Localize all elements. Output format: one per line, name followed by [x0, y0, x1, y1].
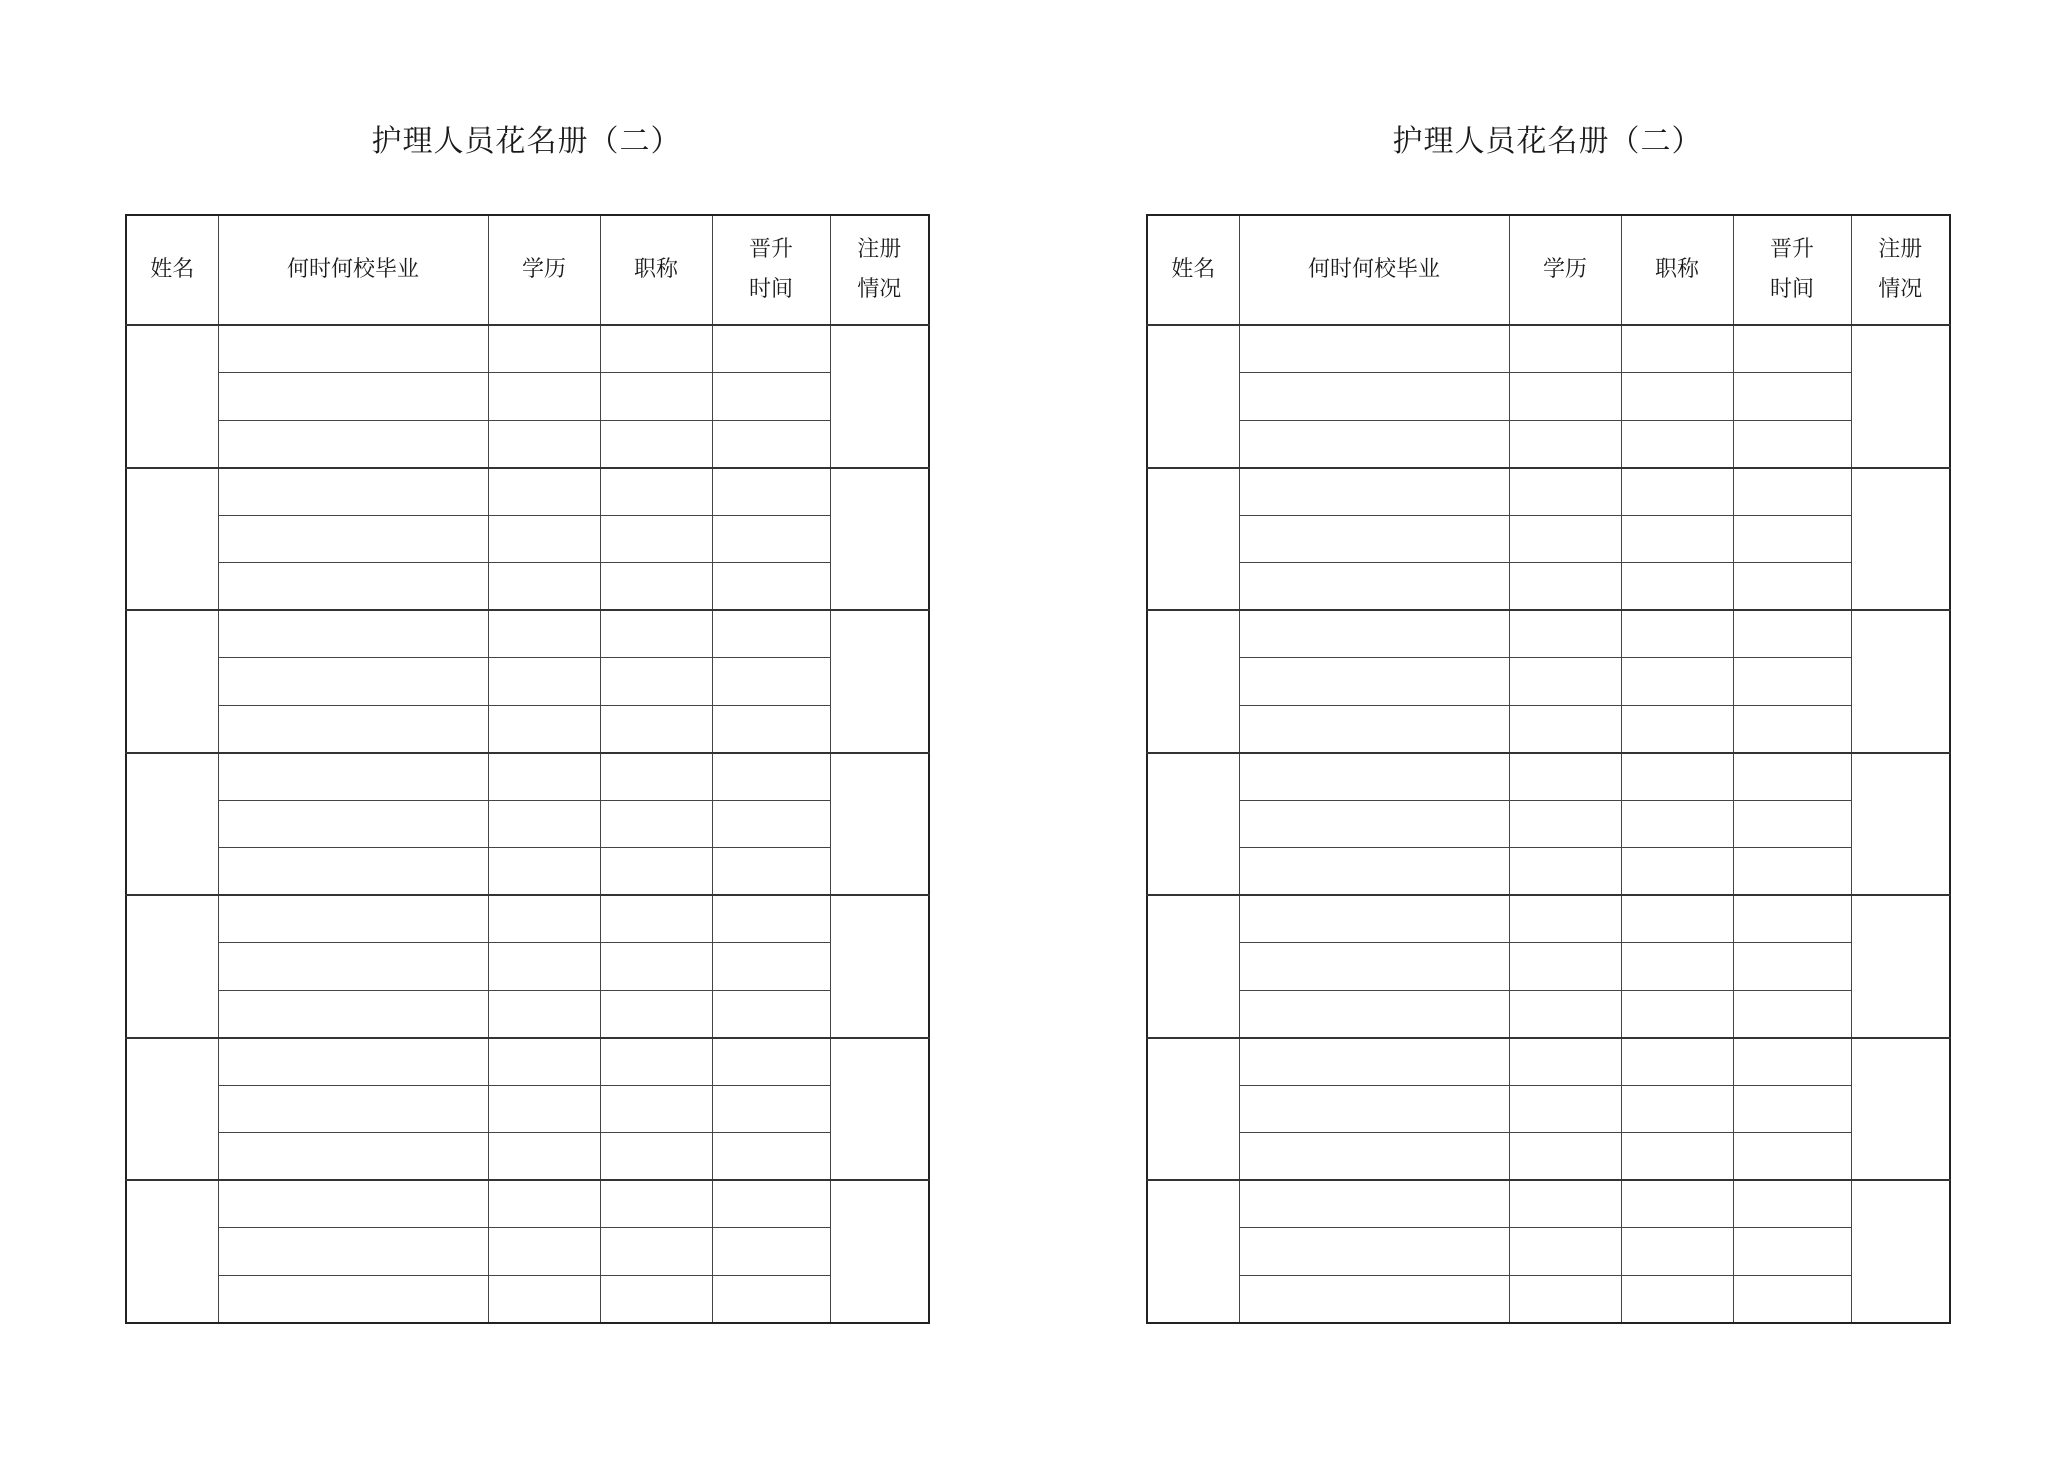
- registration-cell[interactable]: [1851, 468, 1950, 611]
- title-cell[interactable]: [600, 1085, 712, 1133]
- school-cell[interactable]: [1239, 990, 1509, 1038]
- education-cell[interactable]: [488, 705, 600, 753]
- entry-row: [1147, 563, 1950, 611]
- entry-row: [126, 610, 929, 658]
- promotion-time-cell[interactable]: [1733, 1085, 1851, 1133]
- promotion-time-cell[interactable]: [712, 1038, 830, 1086]
- title-cell[interactable]: [1621, 705, 1733, 753]
- registration-cell[interactable]: [1851, 610, 1950, 753]
- education-cell[interactable]: [1509, 563, 1621, 611]
- promotion-time-cell[interactable]: [1733, 658, 1851, 706]
- promotion-time-cell[interactable]: [712, 420, 830, 468]
- title-cell[interactable]: [600, 1038, 712, 1086]
- title-cell[interactable]: [600, 325, 712, 373]
- name-cell[interactable]: [126, 325, 218, 468]
- school-cell[interactable]: [1239, 848, 1509, 896]
- education-cell[interactable]: [488, 373, 600, 421]
- header-promotion-line2: 时间: [748, 277, 793, 302]
- title-cell[interactable]: [600, 658, 712, 706]
- entry-row: [1147, 705, 1950, 753]
- registration-cell[interactable]: [1851, 1180, 1950, 1323]
- header-registration: [1851, 215, 1950, 325]
- entry-row: [1147, 1275, 1950, 1323]
- title-cell[interactable]: [600, 420, 712, 468]
- promotion-time-cell[interactable]: [1733, 1228, 1851, 1276]
- school-cell[interactable]: [1239, 515, 1509, 563]
- education-cell[interactable]: [488, 1038, 600, 1086]
- school-cell[interactable]: [218, 800, 488, 848]
- promotion-time-cell[interactable]: [1733, 800, 1851, 848]
- entry-row: [126, 468, 929, 516]
- promotion-time-cell[interactable]: [1733, 1038, 1851, 1086]
- title-cell[interactable]: [1621, 563, 1733, 611]
- entry-row: [126, 1038, 929, 1086]
- title-cell[interactable]: [1621, 515, 1733, 563]
- title-cell[interactable]: [600, 515, 712, 563]
- school-cell[interactable]: [1239, 943, 1509, 991]
- title-cell[interactable]: [1621, 848, 1733, 896]
- education-cell[interactable]: [1509, 420, 1621, 468]
- school-cell[interactable]: [218, 705, 488, 753]
- school-cell[interactable]: [218, 1228, 488, 1276]
- entry-row: [1147, 373, 1950, 421]
- header-title: 职称: [600, 215, 712, 325]
- promotion-time-cell[interactable]: [712, 848, 830, 896]
- title-cell[interactable]: [1621, 1133, 1733, 1181]
- education-cell[interactable]: [1509, 1133, 1621, 1181]
- school-cell[interactable]: [1239, 753, 1509, 801]
- entry-row: [1147, 1085, 1950, 1133]
- header-name: 姓名: [126, 215, 218, 325]
- header-row: [1147, 215, 1950, 325]
- entry-row: [1147, 1038, 1950, 1086]
- promotion-time-cell[interactable]: [1733, 1275, 1851, 1323]
- promotion-time-cell[interactable]: [712, 515, 830, 563]
- education-cell[interactable]: [488, 990, 600, 1038]
- education-cell[interactable]: [1509, 1038, 1621, 1086]
- entry-row: [126, 895, 929, 943]
- registration-cell[interactable]: [1851, 325, 1950, 468]
- education-cell[interactable]: [1509, 1180, 1621, 1228]
- entry-row: [126, 848, 929, 896]
- title-cell[interactable]: [1621, 1275, 1733, 1323]
- education-cell[interactable]: [1509, 848, 1621, 896]
- promotion-time-cell[interactable]: [712, 943, 830, 991]
- promotion-time-cell[interactable]: [712, 563, 830, 611]
- title-cell[interactable]: [1621, 1038, 1733, 1086]
- title-cell[interactable]: [1621, 753, 1733, 801]
- registration-cell[interactable]: [1851, 895, 1950, 1038]
- registration-cell[interactable]: [830, 610, 929, 753]
- education-cell[interactable]: [488, 610, 600, 658]
- title-cell[interactable]: [600, 895, 712, 943]
- title-cell[interactable]: [1621, 990, 1733, 1038]
- title-cell[interactable]: [1621, 373, 1733, 421]
- entry-row: [126, 1275, 929, 1323]
- header-registration-line2: 情况: [1878, 277, 1923, 302]
- school-cell[interactable]: [218, 990, 488, 1038]
- promotion-time-cell[interactable]: [1733, 325, 1851, 373]
- title-cell[interactable]: [600, 800, 712, 848]
- title-cell[interactable]: [1621, 325, 1733, 373]
- school-cell[interactable]: [1239, 1085, 1509, 1133]
- title-cell[interactable]: [1621, 800, 1733, 848]
- entry-row: [126, 515, 929, 563]
- education-cell[interactable]: [488, 895, 600, 943]
- school-cell[interactable]: [218, 1275, 488, 1323]
- entry-row: [126, 1133, 929, 1181]
- title-cell[interactable]: [600, 373, 712, 421]
- header-school: 何时何校毕业: [1239, 215, 1509, 325]
- promotion-time-cell[interactable]: [1733, 1133, 1851, 1181]
- education-cell[interactable]: [488, 943, 600, 991]
- name-cell[interactable]: [126, 753, 218, 896]
- title-cell[interactable]: [600, 1133, 712, 1181]
- school-cell[interactable]: [1239, 895, 1509, 943]
- entry-row: [1147, 943, 1950, 991]
- entry-row: [1147, 800, 1950, 848]
- entry-row: [126, 658, 929, 706]
- school-cell[interactable]: [1239, 420, 1509, 468]
- entry-row: [126, 563, 929, 611]
- entry-row: [1147, 895, 1950, 943]
- education-cell[interactable]: [488, 1133, 600, 1181]
- education-cell[interactable]: [1509, 800, 1621, 848]
- entry-row: [1147, 1228, 1950, 1276]
- education-cell[interactable]: [488, 1275, 600, 1323]
- header-promotion-line1: 晋升: [748, 237, 793, 262]
- name-cell[interactable]: [126, 1180, 218, 1323]
- education-cell[interactable]: [1509, 1228, 1621, 1276]
- promotion-time-cell[interactable]: [712, 1085, 830, 1133]
- promotion-time-cell[interactable]: [712, 1228, 830, 1276]
- school-cell[interactable]: [218, 1180, 488, 1228]
- promotion-time-cell[interactable]: [712, 990, 830, 1038]
- school-cell[interactable]: [218, 753, 488, 801]
- promotion-time-cell[interactable]: [712, 373, 830, 421]
- promotion-time-cell[interactable]: [712, 1133, 830, 1181]
- name-cell[interactable]: [126, 1038, 218, 1181]
- title-cell[interactable]: [600, 610, 712, 658]
- promotion-time-cell[interactable]: [1733, 610, 1851, 658]
- header-education: 学历: [488, 215, 600, 325]
- title-cell[interactable]: [1621, 468, 1733, 516]
- header-promotion-time: [1733, 215, 1851, 325]
- header-education: 学历: [1509, 215, 1621, 325]
- header-title: 职称: [1621, 215, 1733, 325]
- school-cell[interactable]: [218, 848, 488, 896]
- promotion-time-cell[interactable]: [1733, 373, 1851, 421]
- header-registration-line2: 情况: [857, 277, 902, 302]
- education-cell[interactable]: [1509, 1085, 1621, 1133]
- title-cell[interactable]: [600, 468, 712, 516]
- education-cell[interactable]: [1509, 753, 1621, 801]
- education-cell[interactable]: [1509, 943, 1621, 991]
- school-cell[interactable]: [218, 373, 488, 421]
- education-cell[interactable]: [488, 658, 600, 706]
- entry-row: [1147, 658, 1950, 706]
- title-cell[interactable]: [600, 1275, 712, 1323]
- promotion-time-cell[interactable]: [1733, 705, 1851, 753]
- promotion-time-cell[interactable]: [1733, 468, 1851, 516]
- school-cell[interactable]: [218, 563, 488, 611]
- promotion-time-cell[interactable]: [1733, 420, 1851, 468]
- entry-row: [1147, 753, 1950, 801]
- education-cell[interactable]: [1509, 325, 1621, 373]
- title-cell[interactable]: [600, 848, 712, 896]
- name-cell[interactable]: [126, 895, 218, 1038]
- promotion-time-cell[interactable]: [1733, 563, 1851, 611]
- promotion-time-cell[interactable]: [712, 1275, 830, 1323]
- registration-cell[interactable]: [830, 1038, 929, 1181]
- entry-row: [126, 420, 929, 468]
- school-cell[interactable]: [218, 1133, 488, 1181]
- entry-row: [1147, 1180, 1950, 1228]
- education-cell[interactable]: [1509, 373, 1621, 421]
- school-cell[interactable]: [218, 1038, 488, 1086]
- school-cell[interactable]: [218, 943, 488, 991]
- education-cell[interactable]: [488, 1180, 600, 1228]
- title-cell[interactable]: [600, 753, 712, 801]
- promotion-time-cell[interactable]: [712, 468, 830, 516]
- education-cell[interactable]: [1509, 705, 1621, 753]
- school-cell[interactable]: [218, 658, 488, 706]
- promotion-time-cell[interactable]: [1733, 895, 1851, 943]
- school-cell[interactable]: [218, 420, 488, 468]
- entry-row: [126, 705, 929, 753]
- registration-cell[interactable]: [830, 325, 929, 468]
- education-cell[interactable]: [488, 468, 600, 516]
- education-cell[interactable]: [1509, 515, 1621, 563]
- registration-cell[interactable]: [1851, 753, 1950, 896]
- roster-table: [125, 214, 930, 1324]
- form-title: 护理人员花名册（二）: [1392, 124, 1703, 159]
- school-cell[interactable]: [218, 515, 488, 563]
- entry-row: [126, 943, 929, 991]
- header-school: 何时何校毕业: [218, 215, 488, 325]
- education-cell[interactable]: [488, 800, 600, 848]
- school-cell[interactable]: [1239, 800, 1509, 848]
- school-cell[interactable]: [1239, 563, 1509, 611]
- title-cell[interactable]: [1621, 943, 1733, 991]
- education-cell[interactable]: [1509, 1275, 1621, 1323]
- entry-row: [126, 373, 929, 421]
- roster-table: [1146, 214, 1951, 1324]
- promotion-time-cell[interactable]: [712, 610, 830, 658]
- title-cell[interactable]: [1621, 610, 1733, 658]
- entry-row: [126, 1180, 929, 1228]
- entry-row: [126, 1085, 929, 1133]
- entry-row: [1147, 610, 1950, 658]
- header-promotion-time: [712, 215, 830, 325]
- promotion-time-cell[interactable]: [712, 800, 830, 848]
- entry-row: [1147, 420, 1950, 468]
- school-cell[interactable]: [1239, 373, 1509, 421]
- title-cell[interactable]: [600, 705, 712, 753]
- promotion-time-cell[interactable]: [1733, 848, 1851, 896]
- entry-row: [1147, 515, 1950, 563]
- entry-row: [1147, 848, 1950, 896]
- entry-row: [126, 990, 929, 1038]
- education-cell[interactable]: [1509, 468, 1621, 516]
- school-cell[interactable]: [1239, 705, 1509, 753]
- title-cell[interactable]: [1621, 658, 1733, 706]
- school-cell[interactable]: [1239, 1133, 1509, 1181]
- education-cell[interactable]: [488, 1085, 600, 1133]
- entry-row: [126, 753, 929, 801]
- title-cell[interactable]: [600, 1228, 712, 1276]
- title-cell[interactable]: [1621, 895, 1733, 943]
- education-cell[interactable]: [488, 848, 600, 896]
- registration-cell[interactable]: [1851, 1038, 1950, 1181]
- name-cell[interactable]: [1147, 1180, 1239, 1323]
- education-cell[interactable]: [488, 420, 600, 468]
- school-cell[interactable]: [218, 468, 488, 516]
- school-cell[interactable]: [218, 610, 488, 658]
- school-cell[interactable]: [1239, 325, 1509, 373]
- school-cell[interactable]: [1239, 468, 1509, 516]
- school-cell[interactable]: [1239, 658, 1509, 706]
- header-row: [126, 215, 929, 325]
- school-cell[interactable]: [218, 325, 488, 373]
- entry-row: [126, 1228, 929, 1276]
- registration-cell[interactable]: [830, 1180, 929, 1323]
- school-cell[interactable]: [218, 1085, 488, 1133]
- promotion-time-cell[interactable]: [712, 325, 830, 373]
- registration-cell[interactable]: [830, 895, 929, 1038]
- school-cell[interactable]: [1239, 1275, 1509, 1323]
- registration-cell[interactable]: [830, 468, 929, 611]
- name-cell[interactable]: [126, 610, 218, 753]
- roster-body: [1147, 215, 1950, 1323]
- promotion-time-cell[interactable]: [1733, 990, 1851, 1038]
- name-cell[interactable]: [1147, 895, 1239, 1038]
- header-registration-line1: 注册: [1878, 237, 1923, 262]
- promotion-time-cell[interactable]: [1733, 753, 1851, 801]
- title-cell[interactable]: [600, 990, 712, 1038]
- school-cell[interactable]: [1239, 1180, 1509, 1228]
- title-cell[interactable]: [1621, 1180, 1733, 1228]
- education-cell[interactable]: [488, 325, 600, 373]
- form-title: 护理人员花名册（二）: [371, 124, 682, 159]
- promotion-time-cell[interactable]: [712, 895, 830, 943]
- name-cell[interactable]: [1147, 468, 1239, 611]
- entry-row: [1147, 990, 1950, 1038]
- header-promotion-line2: 时间: [1769, 277, 1814, 302]
- education-cell[interactable]: [1509, 658, 1621, 706]
- title-cell[interactable]: [600, 943, 712, 991]
- title-cell[interactable]: [1621, 1228, 1733, 1276]
- entry-row: [126, 325, 929, 373]
- entry-row: [1147, 325, 1950, 373]
- name-cell[interactable]: [1147, 753, 1239, 896]
- header-registration-line1: 注册: [857, 237, 902, 262]
- title-cell[interactable]: [600, 563, 712, 611]
- education-cell[interactable]: [1509, 610, 1621, 658]
- school-cell[interactable]: [1239, 1228, 1509, 1276]
- promotion-time-cell[interactable]: [1733, 943, 1851, 991]
- education-cell[interactable]: [1509, 990, 1621, 1038]
- promotion-time-cell[interactable]: [712, 658, 830, 706]
- title-cell[interactable]: [600, 1180, 712, 1228]
- entry-row: [1147, 1133, 1950, 1181]
- school-cell[interactable]: [1239, 610, 1509, 658]
- education-cell[interactable]: [488, 515, 600, 563]
- promotion-time-cell[interactable]: [1733, 1180, 1851, 1228]
- header-registration: [830, 215, 929, 325]
- registration-cell[interactable]: [830, 753, 929, 896]
- education-cell[interactable]: [1509, 895, 1621, 943]
- title-cell[interactable]: [1621, 1085, 1733, 1133]
- promotion-time-cell[interactable]: [712, 753, 830, 801]
- title-cell[interactable]: [1621, 420, 1733, 468]
- promotion-time-cell[interactable]: [712, 705, 830, 753]
- name-cell[interactable]: [1147, 1038, 1239, 1181]
- promotion-time-cell[interactable]: [712, 1180, 830, 1228]
- header-name: 姓名: [1147, 215, 1239, 325]
- education-cell[interactable]: [488, 563, 600, 611]
- education-cell[interactable]: [488, 1228, 600, 1276]
- promotion-time-cell[interactable]: [1733, 515, 1851, 563]
- name-cell[interactable]: [1147, 610, 1239, 753]
- header-promotion-line1: 晋升: [1769, 237, 1814, 262]
- roster-body: [126, 215, 929, 1323]
- school-cell[interactable]: [218, 895, 488, 943]
- school-cell[interactable]: [1239, 1038, 1509, 1086]
- entry-row: [126, 800, 929, 848]
- education-cell[interactable]: [488, 753, 600, 801]
- entry-row: [1147, 468, 1950, 516]
- name-cell[interactable]: [126, 468, 218, 611]
- name-cell[interactable]: [1147, 325, 1239, 468]
